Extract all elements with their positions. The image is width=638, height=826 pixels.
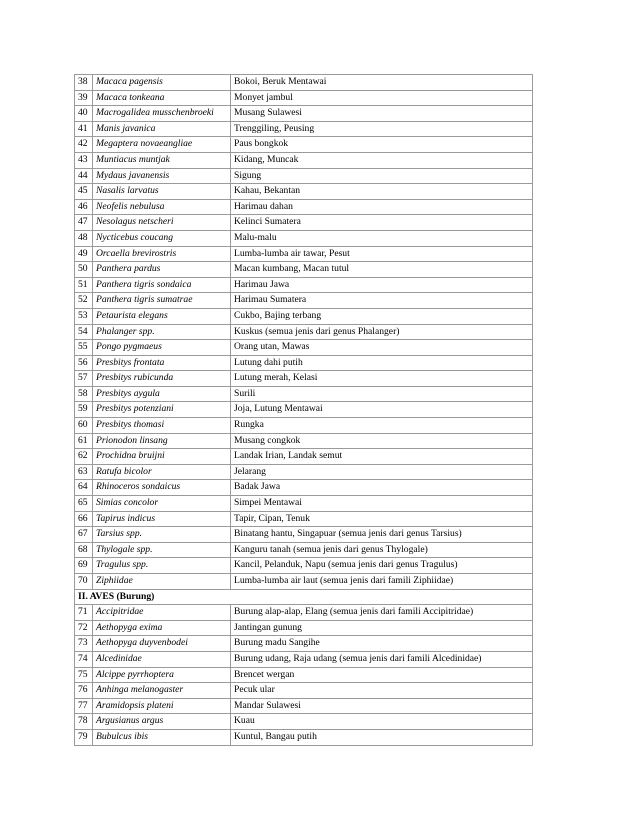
scientific-name: Macaca pagensis xyxy=(93,75,231,91)
row-number: 64 xyxy=(75,480,93,496)
table-row xyxy=(75,277,533,293)
table-row xyxy=(75,574,533,590)
local-name: Jelarang xyxy=(231,464,533,480)
row-number: 40 xyxy=(75,106,93,122)
table-row xyxy=(75,683,533,699)
table-row xyxy=(75,152,533,168)
scientific-name: Alcedinidae xyxy=(93,651,231,667)
row-number: 70 xyxy=(75,574,93,590)
local-name: Kanguru tanah (semua jenis dari genus Thylogale) xyxy=(231,542,533,558)
scientific-name: Ratufa bicolor xyxy=(93,464,231,480)
scientific-name: Aethopyga duyvenbodei xyxy=(93,636,231,652)
row-number: 38 xyxy=(75,75,93,91)
local-name: Surili xyxy=(231,386,533,402)
scientific-name: Pongo pygmaeus xyxy=(93,340,231,356)
local-name: Monyet jambul xyxy=(231,90,533,106)
table-row xyxy=(75,106,533,122)
row-number: 57 xyxy=(75,371,93,387)
scientific-name: Tapirus indicus xyxy=(93,511,231,527)
table-row xyxy=(75,402,533,418)
table-row xyxy=(75,714,533,730)
row-number: 58 xyxy=(75,386,93,402)
scientific-name: Simias concolor xyxy=(93,496,231,512)
table-row xyxy=(75,168,533,184)
local-name: Kuntul, Bangau putih xyxy=(231,729,533,745)
local-name: Harimau Sumatera xyxy=(231,293,533,309)
row-number: 42 xyxy=(75,137,93,153)
local-name: Brencet wergan xyxy=(231,667,533,683)
row-number: 62 xyxy=(75,449,93,465)
table-row xyxy=(75,667,533,683)
table-row xyxy=(75,605,533,621)
local-name: Burung madu Sangihe xyxy=(231,636,533,652)
row-number: 46 xyxy=(75,199,93,215)
table-row xyxy=(75,90,533,106)
row-number: 48 xyxy=(75,230,93,246)
row-number: 78 xyxy=(75,714,93,730)
row-number: 72 xyxy=(75,620,93,636)
table-row xyxy=(75,340,533,356)
row-number: 63 xyxy=(75,464,93,480)
row-number: 79 xyxy=(75,729,93,745)
local-name: Musang congkok xyxy=(231,433,533,449)
scientific-name: Prionodon linsang xyxy=(93,433,231,449)
scientific-name: Accipitridae xyxy=(93,605,231,621)
table-row xyxy=(75,449,533,465)
row-number: 44 xyxy=(75,168,93,184)
local-name: Sigung xyxy=(231,168,533,184)
local-name: Kahau, Bekantan xyxy=(231,184,533,200)
scientific-name: Panthera pardus xyxy=(93,262,231,278)
table-row xyxy=(75,199,533,215)
local-name: Lutung dahi putih xyxy=(231,355,533,371)
row-number: 67 xyxy=(75,527,93,543)
table-row xyxy=(75,729,533,745)
species-table-container xyxy=(74,74,532,746)
row-number: 65 xyxy=(75,496,93,512)
species-table-body xyxy=(75,75,533,746)
local-name: Bokoi, Beruk Mentawai xyxy=(231,75,533,91)
table-row xyxy=(75,496,533,512)
scientific-name: Presbitys potenziani xyxy=(93,402,231,418)
table-row xyxy=(75,542,533,558)
row-number: 59 xyxy=(75,402,93,418)
table-row xyxy=(75,324,533,340)
row-number: 77 xyxy=(75,698,93,714)
scientific-name: Ziphiidae xyxy=(93,574,231,590)
row-number: 39 xyxy=(75,90,93,106)
table-row xyxy=(75,371,533,387)
row-number: 51 xyxy=(75,277,93,293)
species-table xyxy=(74,74,533,746)
table-row xyxy=(75,511,533,527)
scientific-name: Nycticebus coucang xyxy=(93,230,231,246)
row-number: 76 xyxy=(75,683,93,699)
row-number: 73 xyxy=(75,636,93,652)
row-number: 47 xyxy=(75,215,93,231)
table-row xyxy=(75,464,533,480)
local-name: Binatang hantu, Singapuar (semua jenis dari genus Tarsius) xyxy=(231,527,533,543)
local-name: Lutung merah, Kelasi xyxy=(231,371,533,387)
row-number: 74 xyxy=(75,651,93,667)
local-name: Jantingan gunung xyxy=(231,620,533,636)
scientific-name: Petaurista elegans xyxy=(93,308,231,324)
table-row xyxy=(75,308,533,324)
local-name: Tapir, Cipan, Tenuk xyxy=(231,511,533,527)
row-number: 53 xyxy=(75,308,93,324)
row-number: 43 xyxy=(75,152,93,168)
table-row xyxy=(75,386,533,402)
table-row xyxy=(75,75,533,91)
local-name: Paus bongkok xyxy=(231,137,533,153)
row-number: 52 xyxy=(75,293,93,309)
table-row xyxy=(75,698,533,714)
scientific-name: Nesolagus netscheri xyxy=(93,215,231,231)
row-number: 50 xyxy=(75,262,93,278)
scientific-name: Alcippe pyrrhoptera xyxy=(93,667,231,683)
row-number: 60 xyxy=(75,418,93,434)
local-name: Mandar Sulawesi xyxy=(231,698,533,714)
local-name: Macan kumbang, Macan tutul xyxy=(231,262,533,278)
scientific-name: Panthera tigris sumatrae xyxy=(93,293,231,309)
row-number: 49 xyxy=(75,246,93,262)
row-number: 54 xyxy=(75,324,93,340)
local-name: Kancil, Pelanduk, Napu (semua jenis dari genus Tragulus) xyxy=(231,558,533,574)
scientific-name: Bubulcus ibis xyxy=(93,729,231,745)
row-number: 75 xyxy=(75,667,93,683)
local-name: Orang utan, Mawas xyxy=(231,340,533,356)
section-header: II. AVES (Burung) xyxy=(75,589,533,605)
row-number: 66 xyxy=(75,511,93,527)
table-row xyxy=(75,262,533,278)
table-row xyxy=(75,558,533,574)
table-row xyxy=(75,246,533,262)
row-number: 69 xyxy=(75,558,93,574)
scientific-name: Thylogale spp. xyxy=(93,542,231,558)
local-name: Kidang, Muncak xyxy=(231,152,533,168)
scientific-name: Presbitys aygula xyxy=(93,386,231,402)
table-row xyxy=(75,121,533,137)
scientific-name: Prochidna bruijni xyxy=(93,449,231,465)
scientific-name: Phalanger spp. xyxy=(93,324,231,340)
scientific-name: Anhinga melanogaster xyxy=(93,683,231,699)
row-number: 71 xyxy=(75,605,93,621)
scientific-name: Tarsius spp. xyxy=(93,527,231,543)
local-name: Trenggiling, Peusing xyxy=(231,121,533,137)
table-row xyxy=(75,355,533,371)
table-row xyxy=(75,480,533,496)
local-name: Lumba-lumba air laut (semua jenis dari famili Ziphiidae) xyxy=(231,574,533,590)
scientific-name: Presbitys rubicunda xyxy=(93,371,231,387)
local-name: Kelinci Sumatera xyxy=(231,215,533,231)
scientific-name: Tragulus spp. xyxy=(93,558,231,574)
row-number: 45 xyxy=(75,184,93,200)
scientific-name: Manis javanica xyxy=(93,121,231,137)
table-row xyxy=(75,433,533,449)
local-name: Burung udang, Raja udang (semua jenis dari famili Alcedinidae) xyxy=(231,651,533,667)
local-name: Kuskus (semua jenis dari genus Phalanger) xyxy=(231,324,533,340)
scientific-name: Mydaus javanensis xyxy=(93,168,231,184)
local-name: Pecuk ular xyxy=(231,683,533,699)
table-row xyxy=(75,215,533,231)
table-row xyxy=(75,293,533,309)
scientific-name: Aethopyga exima xyxy=(93,620,231,636)
scientific-name: Neofelis nebulusa xyxy=(93,199,231,215)
scientific-name: Macaca tonkeana xyxy=(93,90,231,106)
local-name: Lumba-lumba air tawar, Pesut xyxy=(231,246,533,262)
scientific-name: Panthera tigris sondaica xyxy=(93,277,231,293)
local-name: Harimau dahan xyxy=(231,199,533,215)
local-name: Badak Jawa xyxy=(231,480,533,496)
table-row xyxy=(75,651,533,667)
table-row xyxy=(75,418,533,434)
table-row xyxy=(75,527,533,543)
local-name: Joja, Lutung Mentawai xyxy=(231,402,533,418)
local-name: Rungka xyxy=(231,418,533,434)
local-name: Cukbo, Bajing terbang xyxy=(231,308,533,324)
table-row xyxy=(75,137,533,153)
scientific-name: Presbitys thomasi xyxy=(93,418,231,434)
scientific-name: Muntiacus muntjak xyxy=(93,152,231,168)
table-row xyxy=(75,636,533,652)
local-name: Malu-malu xyxy=(231,230,533,246)
row-number: 61 xyxy=(75,433,93,449)
scientific-name: Presbitys frontata xyxy=(93,355,231,371)
row-number: 68 xyxy=(75,542,93,558)
scientific-name: Megaptera novaeangliae xyxy=(93,137,231,153)
local-name: Burung alap-alap, Elang (semua jenis dari famili Accipitridae) xyxy=(231,605,533,621)
local-name: Landak Irian, Landak semut xyxy=(231,449,533,465)
scientific-name: Orcaella brevirostris xyxy=(93,246,231,262)
row-number: 56 xyxy=(75,355,93,371)
local-name: Harimau Jawa xyxy=(231,277,533,293)
local-name: Musang Sulawesi xyxy=(231,106,533,122)
row-number: 41 xyxy=(75,121,93,137)
scientific-name: Rhinoceros sondaicus xyxy=(93,480,231,496)
table-row xyxy=(75,184,533,200)
scientific-name: Aramidopsis plateni xyxy=(93,698,231,714)
table-row xyxy=(75,230,533,246)
scientific-name: Argusianus argus xyxy=(93,714,231,730)
section-header-row xyxy=(75,589,533,605)
scientific-name: Nasalis larvatus xyxy=(93,184,231,200)
row-number: 55 xyxy=(75,340,93,356)
local-name: Simpei Mentawai xyxy=(231,496,533,512)
scientific-name: Macrogalidea musschenbroeki xyxy=(93,106,231,122)
local-name: Kuau xyxy=(231,714,533,730)
table-row xyxy=(75,620,533,636)
